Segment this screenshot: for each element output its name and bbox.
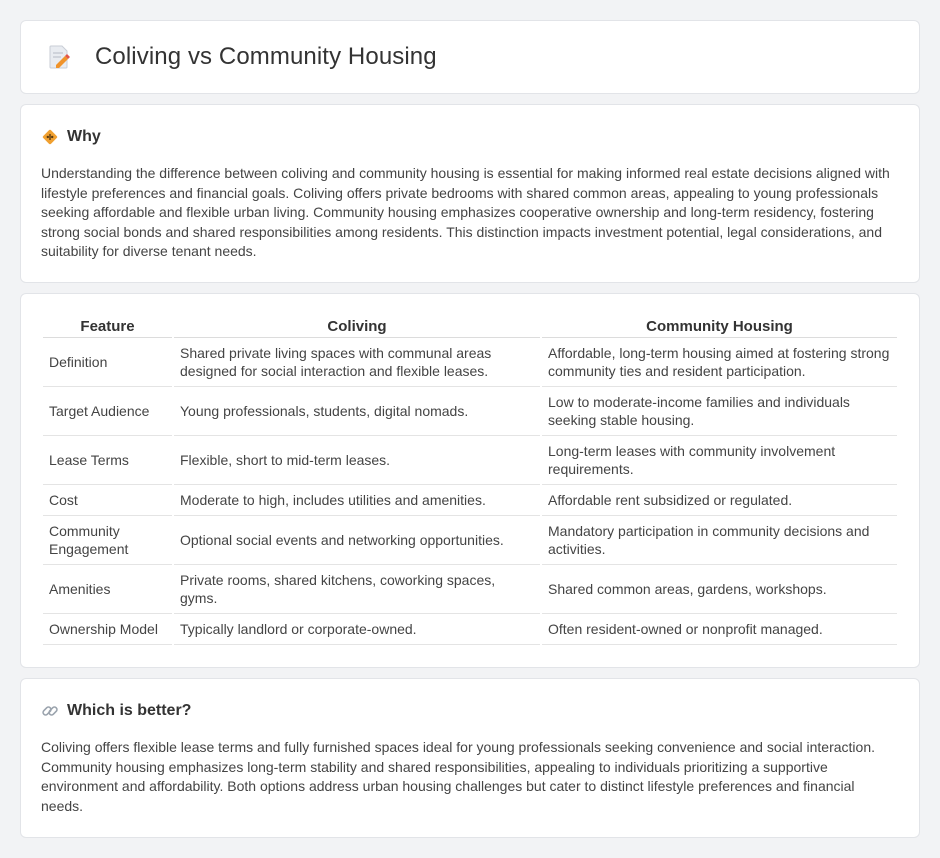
link-icon bbox=[41, 702, 59, 720]
table-row bbox=[43, 485, 897, 516]
coliving-cell: Optional social events and networking opportunities. bbox=[174, 516, 540, 565]
why-text: Understanding the difference between coliving and community housing is essential for making informed real estate decisions aligned with lifestyle preferences and financial goals. Coliving offers private bedrooms with shared common areas, appealing to young professionals seeking affordable and flexible urban living. Community housing emphasizes cooperative ownership and long-term residency, fostering strong social bonds and shared responsibilities among residents. This distinction impacts investment potential, legal considerations, and suitability for diverse tenant needs. bbox=[41, 165, 890, 260]
community-cell: Long-term leases with community involvement requirements. bbox=[542, 436, 897, 485]
coliving-cell: Young professionals, students, digital nomads. bbox=[174, 387, 540, 436]
feature-cell: Cost bbox=[43, 485, 172, 516]
community-cell: Shared common areas, gardens, workshops. bbox=[542, 565, 897, 614]
table-row bbox=[43, 565, 897, 614]
table-row bbox=[43, 436, 897, 485]
page-title: Coliving vs Community Housing bbox=[95, 43, 437, 70]
table-row bbox=[43, 516, 897, 565]
title-card bbox=[20, 20, 920, 94]
coliving-cell: Flexible, short to mid-term leases. bbox=[174, 436, 540, 485]
table-row bbox=[43, 387, 897, 436]
comparison-section bbox=[20, 293, 920, 668]
coliving-cell: Moderate to high, includes utilities and amenities. bbox=[174, 485, 540, 516]
coliving-cell: Typically landlord or corporate-owned. bbox=[174, 614, 540, 645]
which-is-better-section bbox=[20, 678, 920, 838]
feature-cell: Ownership Model bbox=[43, 614, 172, 645]
header-community-housing: Community Housing bbox=[542, 314, 897, 338]
community-cell: Mandatory participation in community decisions and activities. bbox=[542, 516, 897, 565]
coliving-cell: Private rooms, shared kitchens, coworking spaces, gyms. bbox=[174, 565, 540, 614]
table-row bbox=[43, 614, 897, 645]
feature-cell: Lease Terms bbox=[43, 436, 172, 485]
which-is-better-text: Coliving offers flexible lease terms and fully furnished spaces ideal for young professionals seeking convenience and social interaction. Community housing emphasizes long-term stability and shared responsibilities, appealing to individuals prioritizing a supportive environment and affordability. Both options address urban housing challenges but cater to distinct lifestyle preferences and financial needs. bbox=[41, 739, 875, 814]
table-row bbox=[43, 338, 897, 387]
community-cell: Affordable rent subsidized or regulated. bbox=[542, 485, 897, 516]
document-pencil-icon bbox=[45, 43, 73, 71]
community-cell: Low to moderate-income families and individuals seeking stable housing. bbox=[542, 387, 897, 436]
feature-cell: Amenities bbox=[43, 565, 172, 614]
feature-cell: Community Engagement bbox=[43, 516, 172, 565]
community-cell: Affordable, long-term housing aimed at fostering strong community ties and resident participation. bbox=[542, 338, 897, 387]
comparison-table bbox=[41, 314, 899, 645]
header-coliving: Coliving bbox=[174, 314, 540, 338]
community-cell: Often resident-owned or nonprofit managed. bbox=[542, 614, 897, 645]
coliving-cell: Shared private living spaces with communal areas designed for social interaction and flexible leases. bbox=[174, 338, 540, 387]
header-feature: Feature bbox=[43, 314, 172, 338]
feature-cell: Definition bbox=[43, 338, 172, 387]
feature-cell: Target Audience bbox=[43, 387, 172, 436]
which-is-better-heading: Which is better? bbox=[67, 702, 192, 719]
why-heading: Why bbox=[67, 128, 101, 145]
diamond-signpost-icon bbox=[41, 128, 59, 146]
why-section bbox=[20, 104, 920, 283]
